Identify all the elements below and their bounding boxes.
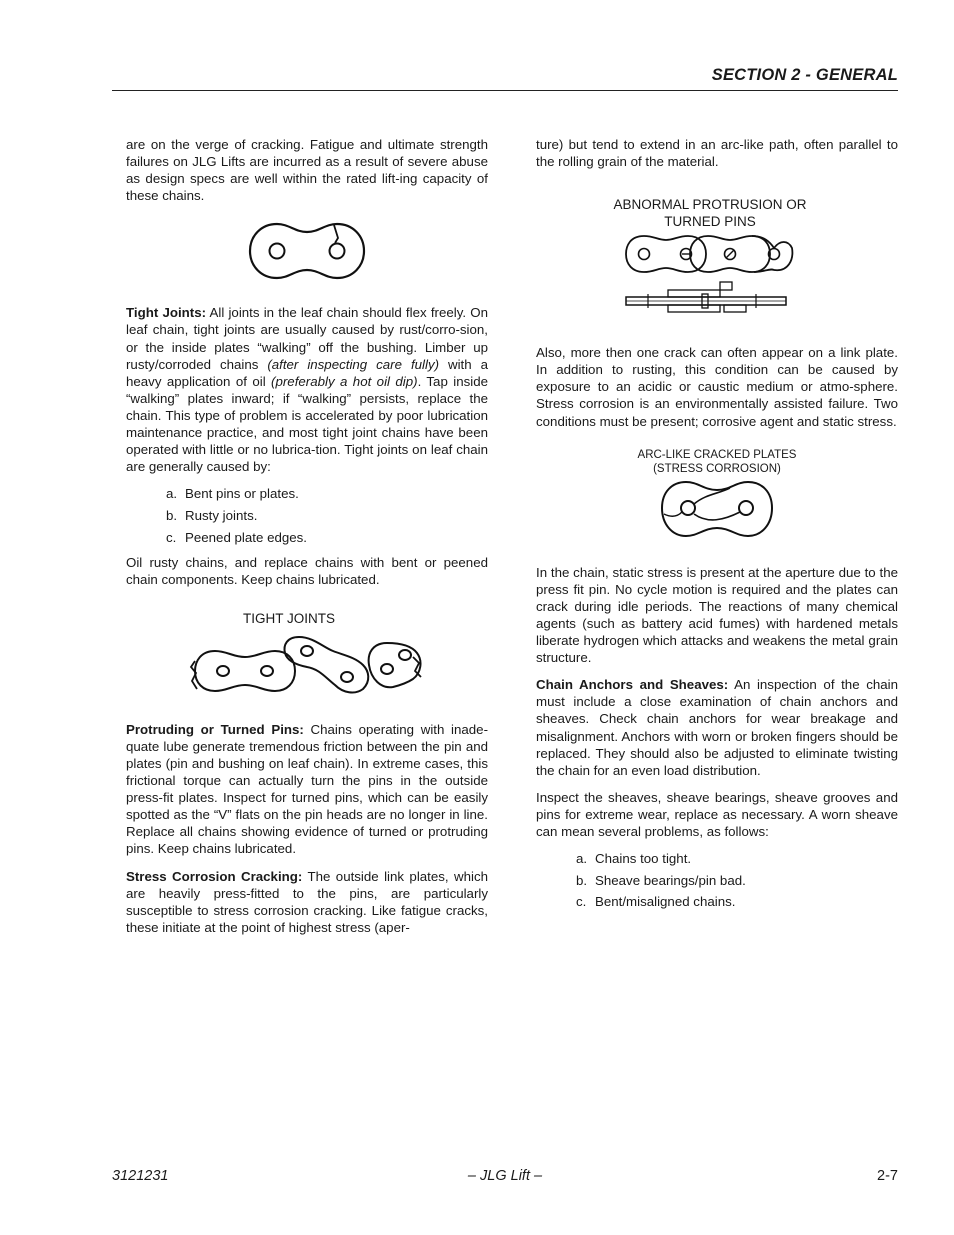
tight-joints-causes-list	[126, 485, 488, 545]
tight-joints-figure-label: TIGHT JOINTS	[242, 610, 335, 626]
intro-paragraph: are on the verge of cracking. Fatigue and ultimate strength failures on JLG Lifts are incurred as a result of severe abuse as design specs are well within the rated lift-ing capacity of these chains.	[126, 137, 488, 204]
chain-anchors-heading: Chain Anchors and Sheaves:	[536, 677, 729, 693]
document-number: 3121231	[112, 1168, 169, 1184]
arc-cracked-figure-label-2: (STRESS CORROSION)	[653, 462, 781, 475]
left-column	[126, 136, 488, 946]
sheave-problems-list	[536, 850, 898, 910]
chain-anchors-paragraph: Chain Anchors and Sheaves: An inspection of the chain must include a close examination of chain anchors and sheaves. Check chain anchors for wear breakage and misalignment. Anchors with worn or broken fingers should be replaced. They should also be adjusted to eliminate twisting the chain for an even load distribution.	[536, 677, 898, 778]
multiple-cracks-paragraph: Also, more then one crack can often appear on a link plate. In addition to rusting, this condition can be caused by exposure to an acidic or caustic medium or atmo-sphere. Stress corrosion is an environmentally assisted failure. Two conditions must be present; corrosive agent and static stress.	[536, 345, 898, 429]
arc-cracked-plates-figure	[660, 478, 774, 540]
section-title: SECTION 2 - GENERAL	[711, 66, 898, 84]
cracked-link-figure	[247, 218, 367, 290]
list-item: a. Chains too tight.	[576, 851, 692, 867]
page-number: 2-7	[877, 1168, 898, 1184]
abnormal-pins-figure-label-2: TURNED PINS	[664, 214, 756, 230]
tight-joints-figure	[187, 631, 427, 703]
inspect-sheaves-paragraph: Inspect the sheaves, sheave bearings, sheave grooves and pins for extreme wear, replace as necessary. A worn sheave can mean several problems, as follows:	[536, 789, 898, 839]
tight-joints-heading: Tight Joints:	[126, 305, 207, 321]
list-item: c. Peened plate edges.	[166, 529, 307, 545]
right-column	[536, 136, 898, 918]
stress-corrosion-paragraph: Stress Corrosion Cracking: The outside link plates, which are heavily press-fitted to the pins, are particularly susceptible to stress corrosion cracking. Like fatigue cracks, these initiate at the point of highest stress (aper-	[126, 868, 488, 935]
continuation-paragraph: ture) but tend to extend in an arc-like path, often parallel to the rolling grain of the material.	[536, 137, 898, 170]
list-item: b. Rusty joints.	[166, 507, 258, 523]
list-item: b. Sheave bearings/pin bad.	[576, 872, 746, 888]
page-header	[112, 62, 898, 91]
list-item: a. Bent pins or plates.	[166, 486, 299, 502]
static-stress-paragraph: In the chain, static stress is present at the aperture due to the press fit pin. No cycle motion is required and the plates can crack during idle periods. The reactions of many chemical agents (such as battery acid fumes) with hardened metals liberate hydrogen which attacks and weakens the metal grain structure.	[536, 564, 898, 666]
oil-note-paragraph: Oil rusty chains, and replace chains with bent or peened chain components. Keep chains lubricated.	[126, 554, 488, 587]
arc-cracked-figure-label-1: ARC-LIKE CRACKED PLATES	[637, 448, 797, 461]
list-item: c. Bent/misaligned chains.	[576, 894, 736, 910]
stress-corrosion-heading: Stress Corrosion Cracking:	[126, 868, 303, 884]
abnormal-pins-figure-label-1: ABNORMAL PROTRUSION OR	[613, 197, 807, 213]
footer-brand: – JLG Lift –	[467, 1168, 543, 1184]
protruding-pins-heading: Protruding or Turned Pins:	[126, 721, 304, 737]
tight-joints-paragraph: Tight Joints: All joints in the leaf chain should flex freely. On leaf chain, tight joints are usually caused by rust/corro-sion, or the inside plates “walking” off the bushing. Limber up rusty/corroded chains (after inspecting care fully) with a heavy application of oil (preferably a hot oil dip). Tap inside “walking” plates inward; if “walking” persists, replace the chain. This type of problem is accelerated by poor lubrication maintenance practice, and most tight joint chains have been operated with little or no lubrica-tion. Tight joints on leaf chain are generally caused by:	[126, 305, 488, 475]
protruding-pins-paragraph: Protruding or Turned Pins: Chains operating with inade-quate lube generate tremendous friction between the pin and plates (pin and bushing on leaf chain). In extreme cases, this frictional torque can actually turn the pins in the outside press-fit plates. Inspect for turned pins, which can be easily spotted as the “V” flats on the pin heads are no longer in line. Replace all chains showing evidence of turned or protruding pins. Keep chains lubricated.	[126, 721, 488, 857]
abnormal-pins-figure	[624, 232, 794, 322]
